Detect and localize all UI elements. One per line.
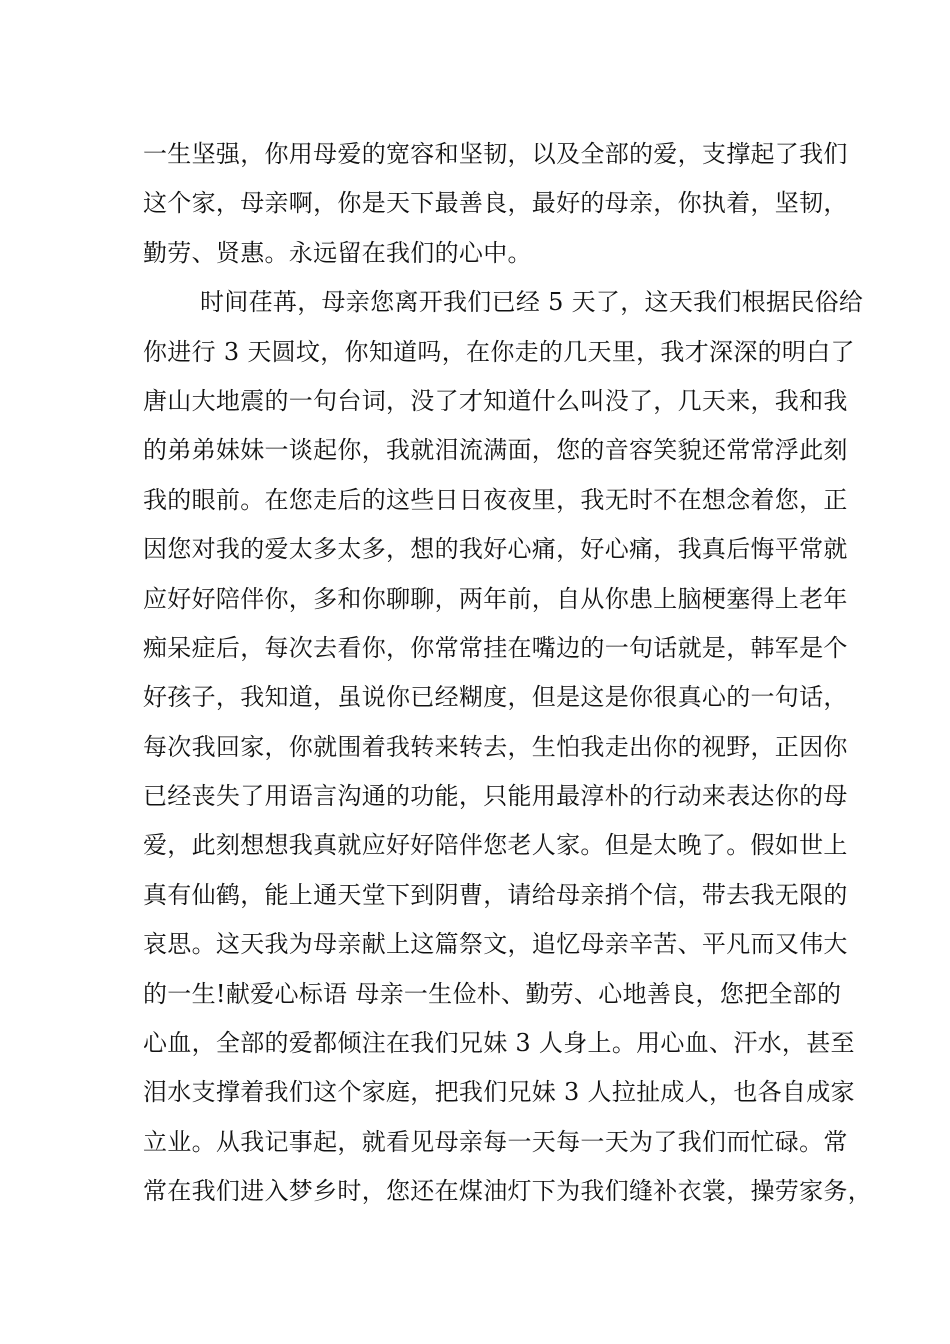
text-line: 这个家，母亲啊，你是天下最善良，最好的母亲，你执着，坚韧， xyxy=(143,189,848,218)
text-line: 的一生!献爱心标语 母亲一生俭朴、勤劳、心地善良，您把全部的 xyxy=(143,979,842,1008)
text-line: 我的眼前。在您走后的这些日日夜夜里，我无时不在想念着您，正 xyxy=(143,485,848,514)
text-line: 立业。从我记事起，就看见母亲每一天每一天为了我们而忙碌。常 xyxy=(143,1127,848,1156)
text-line: 爱，此刻想想我真就应好好陪伴您老人家。但是太晚了。假如世上 xyxy=(143,831,848,860)
text-line: 的弟弟妹妹一谈起你，我就泪流满面，您的音容笑貌还常常浮此刻 xyxy=(143,436,848,465)
text-line: 勤劳、贤惠。永远留在我们的心中。 xyxy=(143,238,532,267)
paragraph-start-line: 时间荏苒，母亲您离开我们已经 5 天了，这天我们根据民俗给 xyxy=(200,288,864,317)
text-line: 每次我回家，你就围着我转来转去，生怕我走出你的视野，正因你 xyxy=(143,732,848,761)
text-line: 真有仙鹤，能上通天堂下到阴曹，请给母亲捎个信，带去我无限的 xyxy=(143,880,848,909)
text-line: 哀思。这天我为母亲献上这篇祭文，追忆母亲辛苦、平凡而又伟大 xyxy=(143,930,848,959)
text-line: 常在我们进入梦乡时，您还在煤油灯下为我们缝补衣裳，操劳家务， xyxy=(143,1177,872,1206)
body-text xyxy=(143,130,872,1217)
text-line: 唐山大地震的一句台词，没了才知道什么叫没了，几天来，我和我 xyxy=(143,386,848,415)
text-line: 你进行 3 天圆坟，你知道吗，在你走的几天里，我才深深的明白了 xyxy=(143,337,855,366)
text-line: 已经丧失了用语言沟通的功能，只能用最淳朴的行动来表达你的母 xyxy=(143,782,848,811)
text-line: 一生坚强，你用母爱的宽容和坚韧，以及全部的爱，支撑起了我们 xyxy=(143,140,848,168)
text-line: 泪水支撑着我们这个家庭，把我们兄妹 3 人拉扯成人，也各自成家 xyxy=(143,1078,855,1107)
text-line: 好孩子，我知道，虽说你已经糊度，但是这是你很真心的一句话， xyxy=(143,683,848,712)
text-line: 心血，全部的爱都倾注在我们兄妹 3 人身上。用心血、汗水，甚至 xyxy=(143,1029,855,1058)
text-line: 痴呆症后，每次去看你，你常常挂在嘴边的一句话就是，韩军是个 xyxy=(143,633,848,662)
text-line: 因您对我的爱太多太多，想的我好心痛，好心痛，我真后悔平常就 xyxy=(143,535,848,564)
text-line: 应好好陪伴你，多和你聊聊，两年前，自从你患上脑梗塞得上老年 xyxy=(143,584,848,613)
